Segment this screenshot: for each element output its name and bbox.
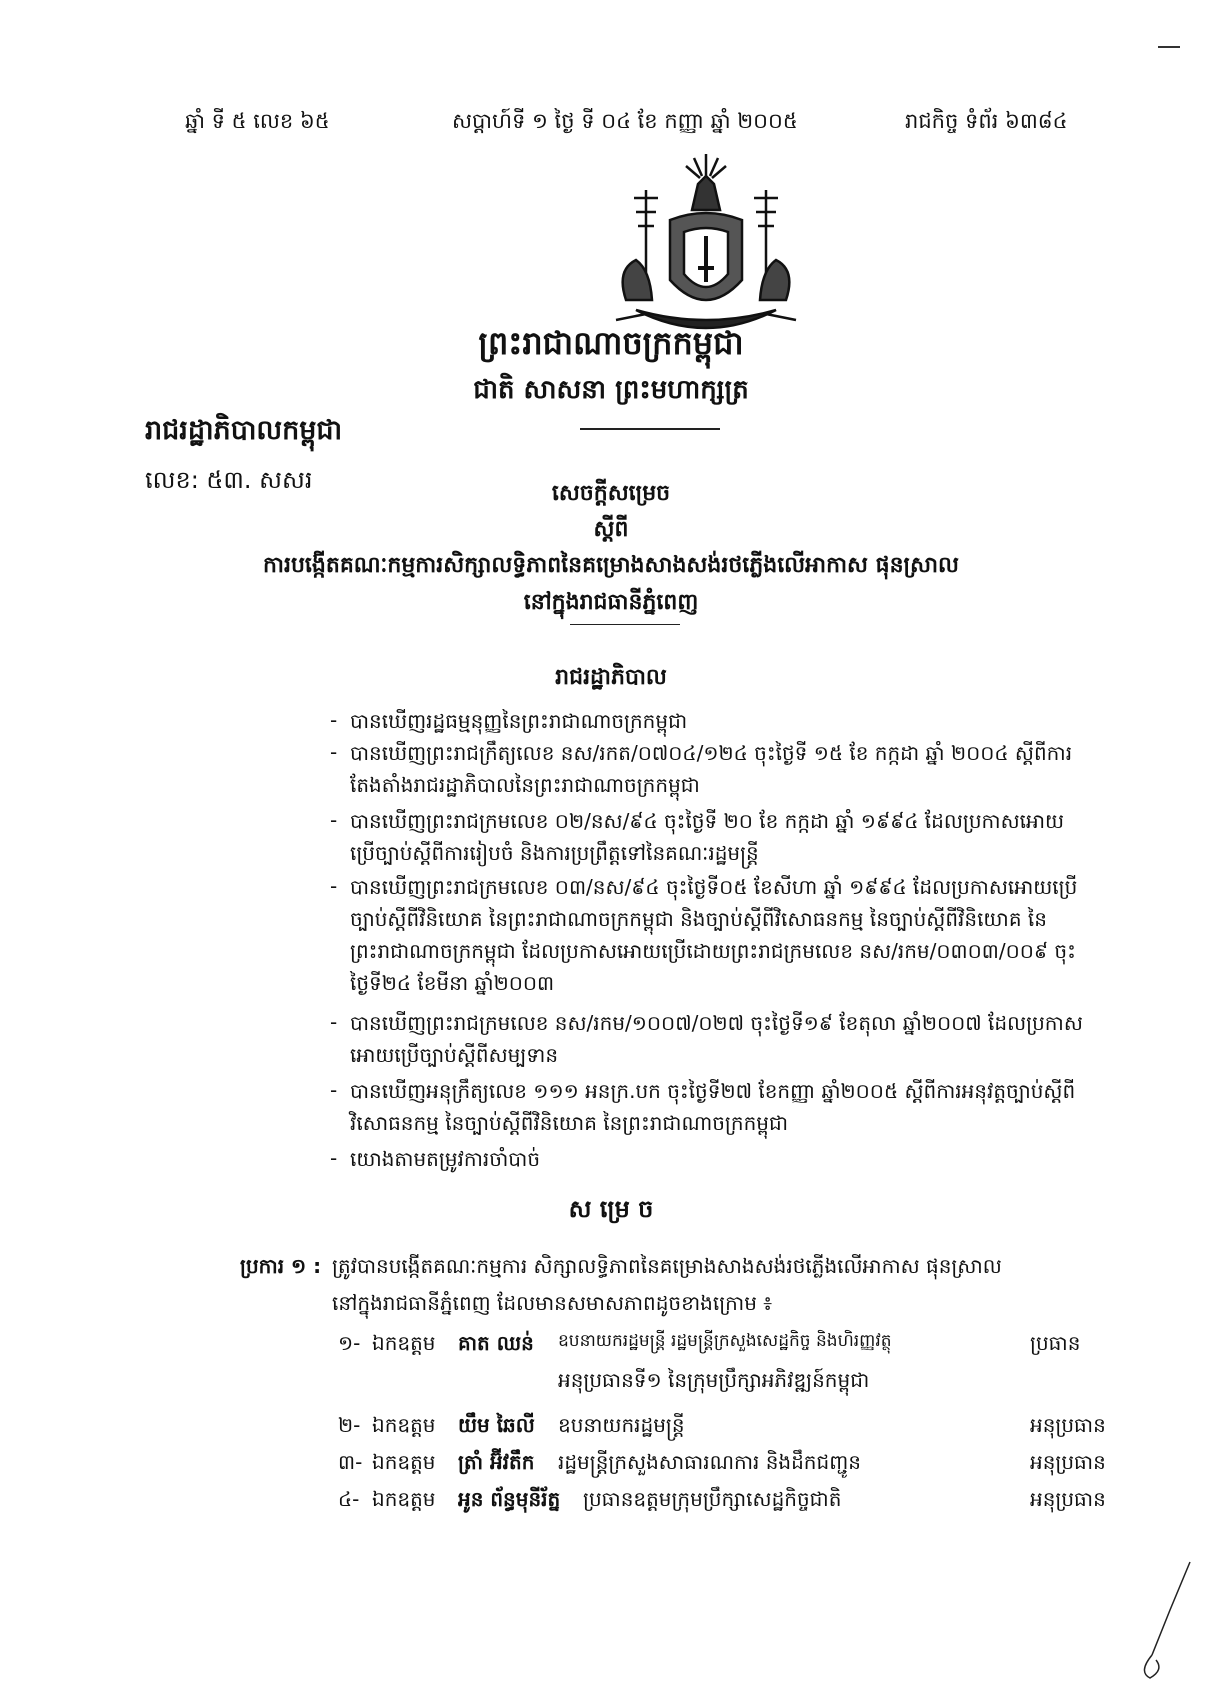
member-position: ប្រធាន [1030, 1331, 1081, 1355]
member-name: អូន ព័ន្ធមុនីរ័ត្ន [458, 1487, 561, 1511]
member-honorific: ឯកឧត្តម [372, 1331, 436, 1355]
member-name: យឹម ឆៃលី [458, 1413, 535, 1437]
preamble-line: បានឃើញរដ្ឋធម្មនុញ្ញនៃព្រះរាជាណាចក្រកម្ពុជា [350, 709, 688, 733]
preamble-line: អោយប្រើច្បាប់ស្តីពីសម្បទាន [350, 1043, 559, 1067]
preamble-line: បានឃើញព្រះរាជក្រមលេខ ០៣/នស/៩៤ ចុះថ្ងៃទី០៥ ខែសីហា ឆ្នាំ ១៩៩៤ ដែលប្រកាសអោយប្រើ [350, 875, 1078, 899]
member-number: ៤- [338, 1487, 360, 1511]
preamble-bullet: - [330, 874, 338, 898]
preamble-bullet: - [330, 1078, 338, 1102]
member-honorific: ឯកឧត្តម [372, 1413, 436, 1437]
header-issue: ឆ្នាំ ទី ៥ លេខ ៦៥ [185, 109, 330, 133]
member-position: អនុប្រធាន [1030, 1487, 1106, 1511]
kingdom-name: ព្រះរាជាណាចក្រកម្ពុជា [478, 324, 744, 362]
preamble-line: បានឃើញអនុក្រឹត្យលេខ ១១១ អនក្រ.បក ចុះថ្ងៃទី២៧ ខែកញ្ញា ឆ្នាំ២០០៥ ស្តីពីការអនុវត្តច្បាប់ស្តីពី [350, 1079, 1076, 1103]
member-name: គាត ឈន់ [458, 1331, 534, 1355]
document-type: សេចក្តីសម្រេច [551, 481, 671, 506]
member-number: ៣- [338, 1450, 363, 1474]
preamble-line: យោងតាមតម្រូវការចាំបាច់ [350, 1147, 541, 1171]
issuer-name: រាជរដ្ឋាភិបាលកម្ពុជា [145, 415, 343, 446]
government-heading: រាជរដ្ឋាភិបាល [555, 665, 667, 690]
preamble-bullet: - [330, 1010, 338, 1034]
preamble-line: វិសោធនកម្ម នៃច្បាប់ស្តីពីវិនិយោគ នៃព្រះរាជាណាចក្រកម្ពុជា [350, 1111, 789, 1135]
preamble-line: បានឃើញព្រះរាជក្រមលេខ នស/រកម/១០០៧/០២៧ ចុះថ្ងៃទី១៩ ខែតុលា ឆ្នាំ២០០៧ ដែលប្រកាស [350, 1011, 1083, 1035]
scan-mark [1158, 46, 1180, 48]
decision-heading: ស ម្រេ ច [568, 1195, 654, 1223]
national-motto: ជាតិ សាសនា ព្រះមហាក្សត្រ [473, 375, 749, 405]
preamble-bullet: - [330, 808, 338, 832]
preamble-line: ថ្ងៃទី២៤ ខែមីនា ឆ្នាំ២០០៣ [350, 971, 555, 995]
member-role: ឧបនាយករដ្ឋមន្ត្រី [558, 1413, 685, 1437]
preamble-bullet: - [330, 740, 338, 764]
title-ornament-divider [570, 624, 680, 625]
title-subject-line1: ការបង្កើតគណៈកម្មការសិក្សាលទ្ធិភាពនៃគម្រោងសាងសង់រថភ្លើងលើអាកាស ផុនស្រាល [263, 553, 959, 578]
member-name: ត្រាំ អ៊ីវតឹក [458, 1450, 535, 1474]
preamble-bullet: - [330, 1146, 338, 1170]
title-about: ស្តីពី [593, 517, 629, 542]
preamble-line: ច្បាប់ស្តីពីវិនិយោគ នៃព្រះរាជាណាចក្រកម្ពុជា និងច្បាប់ស្តីពីវិសោធនកម្ម នៃច្បាប់ស្តីពីវិនិយោគ នៃ [350, 907, 1047, 931]
header-page: រាជកិច្ច ទំព័រ ៦៣៨៤ [905, 109, 1068, 133]
member-role-continued: អនុប្រធានទី១ នៃក្រុមប្រឹក្សាអភិវឌ្ឍន៍កម្ពុជា [558, 1368, 870, 1392]
article-1-text-line1: ត្រូវបានបង្កើតគណៈកម្មការ សិក្សាលទ្ធិភាពនៃគម្រោងសាងសង់រថភ្លើងលើអាកាស ផុនស្រាល [332, 1254, 1002, 1278]
article-1-text-line2: នៅក្នុងរាជធានីភ្នំពេញ ដែលមានសមាសភាពដូចខាងក្រោម ៖ [332, 1291, 773, 1315]
member-honorific: ឯកឧត្តម [372, 1487, 436, 1511]
preamble-line: បានឃើញព្រះរាជក្រឹត្យលេខ នស/រកត/០៧០៤/១២៤ ចុះថ្ងៃទី ១៥ ខែ កក្កដា ឆ្នាំ ២០០៤ ស្តីពីការ [350, 741, 1073, 765]
preamble-line: ប្រើច្បាប់ស្តីពីការរៀបចំ និងការប្រព្រឹត្តទៅនៃគណៈរដ្ឋមន្ត្រី [350, 841, 759, 865]
member-role: រដ្ឋមន្ត្រីក្រសួងសាធារណការ និងដឹកជញ្ជូន [558, 1450, 861, 1474]
preamble-bullet: - [330, 708, 338, 732]
member-number: ២- [338, 1413, 361, 1437]
title-subject-line2: នៅក្នុងរាជធានីភ្នំពេញ [523, 590, 699, 615]
member-role: ឧបនាយករដ្ឋមន្ត្រី រដ្ឋមន្ត្រីក្រសួងសេដ្ឋកិច្ច និងហិរញ្ញវត្ថុ [558, 1331, 892, 1351]
preamble-line: បានឃើញព្រះរាជក្រមលេខ ០២/នស/៩៤ ចុះថ្ងៃទី ២០ ខែ កក្កដា ឆ្នាំ ១៩៩៤ ដែលប្រកាសអោយ [350, 809, 1065, 833]
member-position: អនុប្រធាន [1030, 1450, 1106, 1474]
member-position: អនុប្រធាន [1030, 1413, 1106, 1437]
preamble-line: ព្រះរាជាណាចក្រកម្ពុជា ដែលប្រកាសអោយប្រើដោយព្រះរាជក្រមលេខ នស/រកម/០៣០៣/០០៩ ចុះ [350, 939, 1076, 963]
article-1-label: ប្រការ ១ : [240, 1254, 322, 1278]
decision-number: លេខ: ៥៣. សសរ [145, 466, 313, 494]
signature-mark [1130, 1560, 1200, 1680]
header-week-date: សប្តាហ៍ទី ១ ថ្ងៃ ទី ០៤ ខែ កញ្ញា ឆ្នាំ ២០០៥ [452, 109, 798, 133]
member-honorific: ឯកឧត្តម [372, 1450, 436, 1474]
member-number: ១- [338, 1331, 361, 1355]
preamble-line: តែងតាំងរាជរដ្ឋាភិបាលនៃព្រះរាជាណាចក្រកម្ពុជា [350, 773, 700, 797]
royal-coat-of-arms-emblem [606, 150, 806, 350]
ornament-divider [580, 428, 720, 430]
member-role: ប្រធានឧត្តមក្រុមប្រឹក្សាសេដ្ឋកិច្ចជាតិ [583, 1487, 842, 1511]
